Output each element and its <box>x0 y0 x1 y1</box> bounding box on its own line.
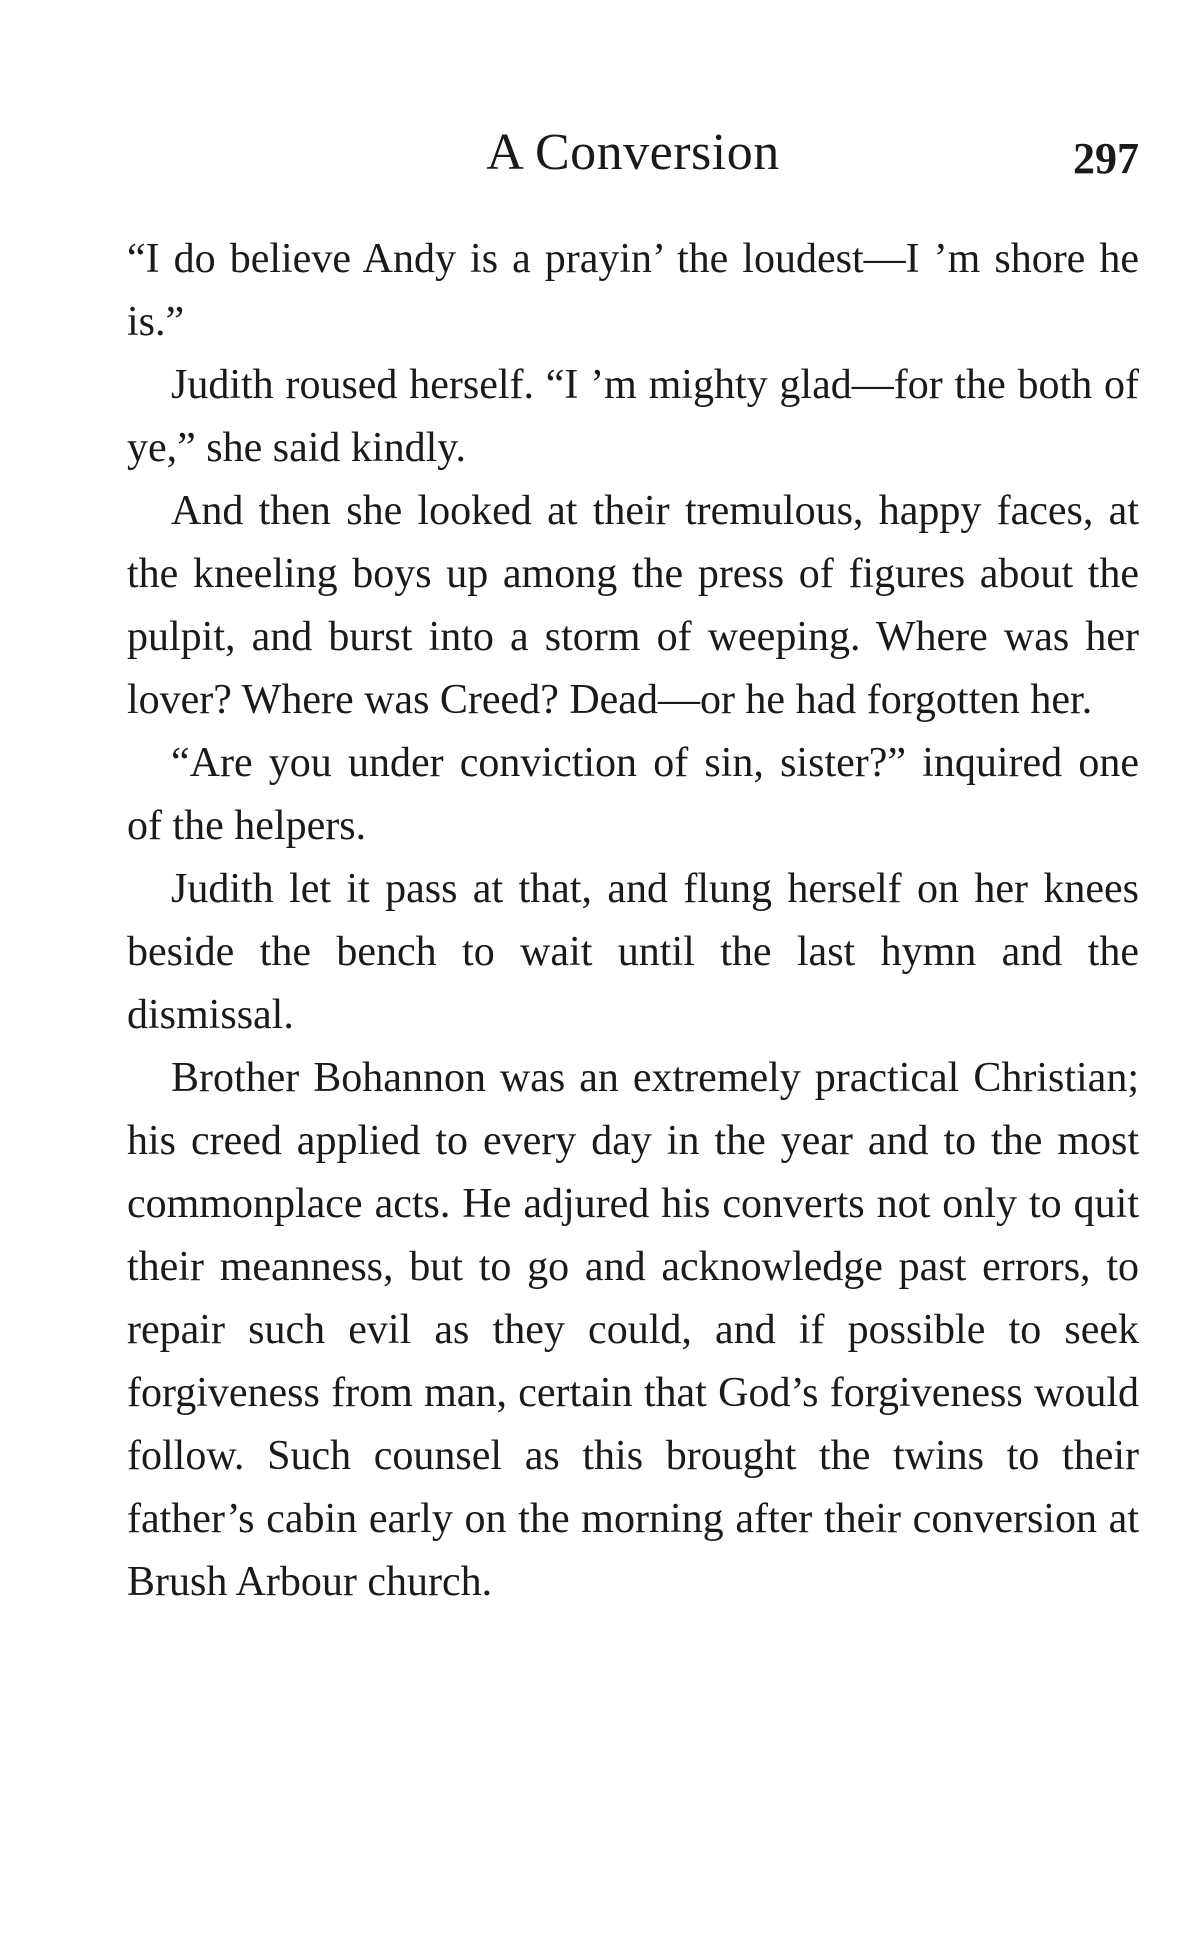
page-number: 297 <box>1073 134 1139 183</box>
paragraph: “I do believe Andy is a prayin’ the loudest—I ’m shore he is.” <box>127 236 1139 345</box>
body-text <box>127 228 1139 1614</box>
chapter-title: A Conversion <box>486 124 780 181</box>
paragraph: And then she looked at their tremulous, happy faces, at the kneeling boys up among the press of figures about the pulpit, and burst into a storm of weeping. Where was her lover? Where was Creed? Dead—or he had forgotten her. <box>127 488 1139 723</box>
paragraph: Judith roused herself. “I ’m mighty glad—for the both of ye,” she said kindly. <box>127 362 1139 471</box>
running-head <box>127 118 1139 188</box>
paragraph: Brother Bohannon was an extremely practical Christian; his creed applied to every day in the year and to the most commonplace acts. He adjured his converts not only to quit their meanness, but to go and acknowledge past errors, to repair such evil as they could, and if possible to seek forgiveness from man, certain that God’s forgiveness would follow. Such counsel as this brought the twins to their father’s cabin early on the morning after their conversion at Brush Arbour church. <box>127 1055 1139 1605</box>
paragraph: “Are you under conviction of sin, sister?” inquired one of the helpers. <box>127 740 1139 849</box>
paragraph: Judith let it pass at that, and flung herself on her knees beside the bench to wait until the last hymn and the dismissal. <box>127 866 1139 1038</box>
